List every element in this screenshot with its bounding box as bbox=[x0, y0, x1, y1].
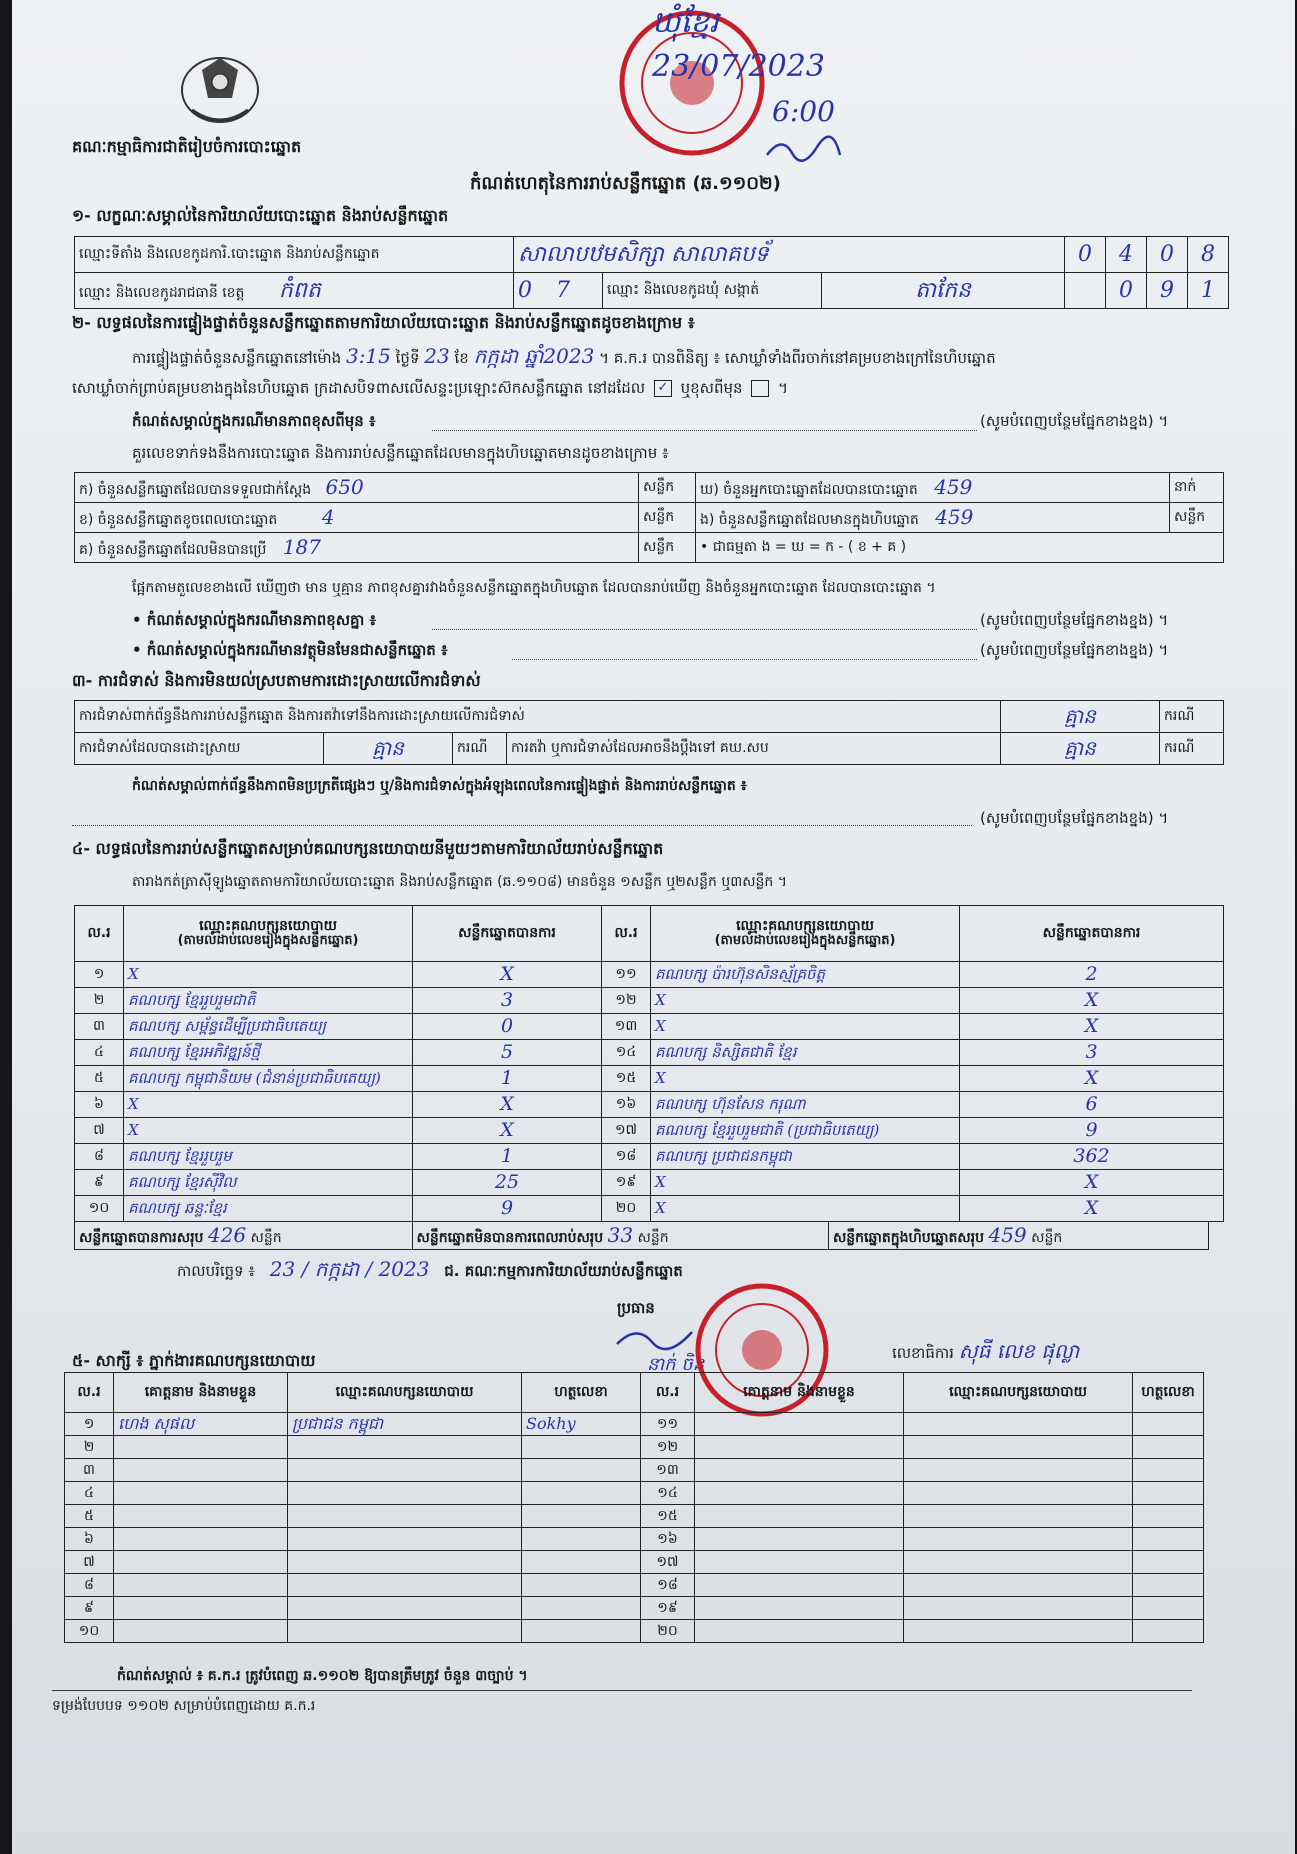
valid-votes: 5 bbox=[413, 1040, 602, 1066]
witness-party bbox=[288, 1459, 522, 1482]
objections-table: ការជំទាស់ពាក់ព័ន្ធនឹងការរាប់សន្លឹកឆ្នោត និងការតវ៉ាទៅនឹងការដោះស្រាយលើការជំទាស់ គ្មាន ករណី ការជំទាស់ដែលបានដោះស្រាយ គ្មាន ករណី ការតវ៉ា ឬការជំទាស់ដែលអាចនឹងប្តឹងទៅ គឃ.សប គ្មាន ករណី bbox=[74, 700, 1224, 765]
row-number: ១ bbox=[65, 1413, 114, 1436]
witness-name bbox=[695, 1436, 904, 1459]
party-name: X bbox=[651, 1014, 960, 1040]
party-name: គណបក្ស ហ៊ុនសែន ករុណា bbox=[651, 1092, 960, 1118]
compare-line: ផ្អែកតាមតួលេខខាងលើ ឃើញថា មាន ឬគ្មាន ភាពខុសគ្នារវាងចំនួនសន្លឹកឆ្នោតក្នុងហិបឆ្នោត ដែលបានរាប់ឃើញ និងចំនួនអ្នកបោះឆ្នោត ដែលបានបោះឆ្នោត ។ bbox=[132, 580, 936, 596]
result-row bbox=[75, 1144, 1224, 1170]
location-code-1: 0 bbox=[1065, 237, 1106, 273]
row-number: ១៥ bbox=[641, 1505, 695, 1528]
form-title: កំណត់ហេតុនៃការរាប់សន្លឹកឆ្នោត (ឆ.១១០២) bbox=[470, 173, 781, 194]
witness-row bbox=[65, 1505, 1204, 1528]
commune-code-1: 0 bbox=[1106, 273, 1147, 309]
result-row bbox=[75, 1040, 1224, 1066]
party-name: X bbox=[124, 962, 413, 988]
row-number: ៥ bbox=[65, 1505, 114, 1528]
count-ngo: ង) ចំនួនសន្លឹកឆ្នោតដែលមានក្នុងហិបឆ្នោត 459 bbox=[696, 503, 1170, 533]
fill-more-1: (សូមបំពេញបន្ថែមផ្នែកខាងខ្នង) ។ bbox=[980, 412, 1169, 430]
witness-party bbox=[904, 1413, 1133, 1436]
stamp-time: 6:00 bbox=[772, 95, 835, 128]
witness-name bbox=[114, 1574, 288, 1597]
appeal-label: ការតវ៉ា ឬការជំទាស់ដែលអាចនឹងប្តឹងទៅ គឃ.សប bbox=[507, 733, 1001, 765]
section-5-heading: ៥- សាក្សី ៖ ភ្នាក់ងារគណបក្សនយោបាយ bbox=[72, 1351, 316, 1370]
objection-row-1-value: គ្មាន bbox=[1001, 701, 1160, 733]
location-value: សាលាបឋមសិក្សា សាលាគបទ័ bbox=[514, 237, 1065, 273]
resolved-value: គ្មាន bbox=[324, 733, 453, 765]
row-number: ១៦ bbox=[602, 1092, 651, 1118]
witness-row bbox=[65, 1413, 1204, 1436]
objection-row-1: ការជំទាស់ពាក់ព័ន្ធនឹងការរាប់សន្លឹកឆ្នោត និងការតវ៉ាទៅនឹងការដោះស្រាយលើការជំទាស់ bbox=[75, 701, 1001, 733]
location-label: ឈ្មោះទីតាំង និងលេខកូដការិ.បោះឆ្នោត និងរាប់សន្លឹកឆ្នោត bbox=[75, 237, 514, 273]
party-name: គណបក្ស សម្ព័ន្ធដើម្បីប្រជាធិបតេយ្យ bbox=[124, 1014, 413, 1040]
different-checkbox[interactable] bbox=[751, 380, 769, 397]
row-number: ១៦ bbox=[641, 1528, 695, 1551]
witness-row bbox=[65, 1597, 1204, 1620]
witness-party bbox=[288, 1436, 522, 1459]
witness-party bbox=[288, 1551, 522, 1574]
witness-signature bbox=[522, 1482, 641, 1505]
valid-votes: 0 bbox=[413, 1014, 602, 1040]
witness-name bbox=[114, 1620, 288, 1643]
row-number: ១៧ bbox=[602, 1118, 651, 1144]
party-name: គណបក្ស ខ្មែរអភិវឌ្ឍន៍ថ្មី bbox=[124, 1040, 413, 1066]
witness-row bbox=[65, 1436, 1204, 1459]
party-name: គណបក្ស ឆន្ទៈខ្មែរ bbox=[124, 1196, 413, 1222]
party-name: គណបក្ស ខ្មែរស៊ីវិល bbox=[124, 1170, 413, 1196]
chair-label: ប្រធាន bbox=[617, 1299, 655, 1317]
row-number: ១៩ bbox=[641, 1597, 695, 1620]
witness-signature bbox=[522, 1551, 641, 1574]
row-number: ៣ bbox=[75, 1014, 124, 1040]
section-4-heading: ៤- លទ្ធផលនៃការរាប់សន្លឹកឆ្នោតសម្រាប់គណបក្សនយោបាយនីមួយៗតាមការិយាល័យរាប់សន្លឹកឆ្នោត bbox=[72, 839, 664, 858]
witness-name bbox=[114, 1459, 288, 1482]
result-row bbox=[75, 1196, 1224, 1222]
valid-votes: 2 bbox=[960, 962, 1224, 988]
row-number: ៦ bbox=[75, 1092, 124, 1118]
col-party: ឈ្មោះគណបក្សនយោបាយ (តាមលំដាប់លេខរៀងក្នុងសន្លឹកឆ្នោត) bbox=[124, 906, 413, 962]
witness-signature bbox=[522, 1459, 641, 1482]
row-number: ១២ bbox=[641, 1436, 695, 1459]
valid-votes: 6 bbox=[960, 1092, 1224, 1118]
witness-party bbox=[288, 1620, 522, 1643]
party-name: គណបក្ស ខ្មែររួបរួម bbox=[124, 1144, 413, 1170]
org-name: គណៈកម្មាធិការជាតិរៀបចំការបោះឆ្នោត bbox=[72, 137, 302, 156]
formula: • ជាធម្មតា ង = ឃ = ក - ( ខ + គ ) bbox=[696, 533, 1224, 563]
row-number: ២០ bbox=[641, 1620, 695, 1643]
witness-signature bbox=[522, 1505, 641, 1528]
witness-name bbox=[114, 1528, 288, 1551]
row-number: ១១ bbox=[641, 1413, 695, 1436]
witness-table: ល.រ គោត្តនាម និងនាមខ្លួន ឈ្មោះគណបក្សនយោបាយ ហត្ថលេខា ល.រ គោត្តនាម និងនាមខ្លួន ឈ្មោះគណបក្សនយោបាយ ហត្ថលេខា ១ ហេង សុផល ប្រជាជន កម្ពុជា Sokhy ១១ ២ ១២ ៣ ១៣ ៤ ១៤ ៥ ១៥ ៦ ១៦ ៧ ១៧ ៨ ១៨ ៩ ១៩ ១០ ២០ bbox=[64, 1372, 1204, 1643]
witness-party: ប្រជាជន កម្ពុជា bbox=[288, 1413, 522, 1436]
witness-signature bbox=[1133, 1459, 1204, 1482]
witness-row bbox=[65, 1574, 1204, 1597]
party-name: គណបក្ស កម្ពុជានិយម (ជំនាន់ប្រជាធិបតេយ្យ) bbox=[124, 1066, 413, 1092]
valid-votes: X bbox=[413, 1092, 602, 1118]
party-name: X bbox=[651, 1066, 960, 1092]
witness-row bbox=[65, 1459, 1204, 1482]
witness-signature bbox=[1133, 1505, 1204, 1528]
footer: ទម្រង់បែបបទ ១១០២ សម្រាប់បំពេញដោយ គ.ក.រ bbox=[52, 1698, 316, 1714]
verify-month-year: កក្កដា ឆ្នាំ2023 bbox=[473, 344, 595, 368]
party-name: គណបក្ស ប្រជាជនកម្ពុជា bbox=[651, 1144, 960, 1170]
party-name: X bbox=[124, 1118, 413, 1144]
row-number: ១៣ bbox=[602, 1014, 651, 1040]
witness-note: កំណត់សម្គាល់ ៖ គ.ក.រ ត្រូវបំពេញ ឆ.១១០២ ឱ្យបានត្រឹមត្រូវ ចំនួន ៣ច្បាប់ ។ bbox=[117, 1668, 528, 1684]
party-name: គណបក្ស ខ្មែររួបរួមជាតិ bbox=[124, 988, 413, 1014]
witness-party bbox=[904, 1459, 1133, 1482]
row-number: ៧ bbox=[65, 1551, 114, 1574]
valid-votes: X bbox=[413, 962, 602, 988]
row-number: ២០ bbox=[602, 1196, 651, 1222]
col-no: ល.រ bbox=[75, 906, 124, 962]
witness-party bbox=[288, 1597, 522, 1620]
same-checkbox[interactable]: ✓ bbox=[654, 380, 672, 397]
witness-party bbox=[288, 1574, 522, 1597]
result-row bbox=[75, 1014, 1224, 1040]
row-number: ៨ bbox=[65, 1574, 114, 1597]
note-difference: • កំណត់សម្គាល់ក្នុងករណីមានភាពខុសគ្នា ៖ bbox=[132, 611, 377, 629]
location-code-2: 4 bbox=[1106, 237, 1147, 273]
row-number: ១៨ bbox=[602, 1144, 651, 1170]
verify-line-1: ការផ្ទៀងផ្ទាត់ចំនួនសន្លឹកឆ្នោតនៅម៉ោង 3:15 ថ្ងៃទី 23 ខែ កក្កដា ឆ្នាំ2023 ។ គ.ក.រ បានពិនិត្យ ៖ សោឃ្លាំទាំងពីរចាក់នៅគម្របខាងក្រៅនៃហិបឆ្នោត bbox=[132, 344, 996, 368]
count-kha: ខ) ចំនួនសន្លឹកឆ្នោតខូចពេលបោះឆ្នោត 4 bbox=[75, 503, 639, 533]
row-number: ១៧ bbox=[641, 1551, 695, 1574]
witness-party bbox=[904, 1597, 1133, 1620]
section-1-heading: ១- លក្ខណៈសម្គាល់នៃការិយាល័យបោះឆ្នោត និងរាប់សន្លឹកឆ្នោត bbox=[72, 206, 449, 225]
witness-signature bbox=[1133, 1413, 1204, 1436]
witness-signature bbox=[522, 1574, 641, 1597]
count-kho: ឃ) ចំនួនអ្នកបោះឆ្នោតដែលបានបោះឆ្នោត 459 bbox=[696, 473, 1170, 503]
commune-value: តាកែន bbox=[822, 273, 1065, 309]
row-number: ៨ bbox=[75, 1144, 124, 1170]
row-number: ៤ bbox=[75, 1040, 124, 1066]
witness-name bbox=[695, 1574, 904, 1597]
witness-party bbox=[904, 1574, 1133, 1597]
valid-votes: X bbox=[413, 1118, 602, 1144]
row-number: ៣ bbox=[65, 1459, 114, 1482]
valid-votes: 25 bbox=[413, 1170, 602, 1196]
result-row bbox=[75, 1066, 1224, 1092]
row-number: ១៥ bbox=[602, 1066, 651, 1092]
province-label: ឈ្មោះ និងលេខកូដរាជធានី ខេត្ត កំពត bbox=[75, 273, 514, 309]
row-number: ១៣ bbox=[641, 1459, 695, 1482]
witness-signature bbox=[1133, 1551, 1204, 1574]
valid-votes: X bbox=[960, 1196, 1224, 1222]
total-invalid: សន្លឹកឆ្នោតមិនបានការពេលរាប់សរុប 33 សន្លឹក bbox=[412, 1222, 828, 1250]
stamp-place: ឃុំខ្មែរ bbox=[652, 5, 719, 40]
witness-party bbox=[288, 1528, 522, 1551]
result-row bbox=[75, 1118, 1224, 1144]
verify-day: 23 bbox=[424, 344, 450, 368]
valid-votes: 9 bbox=[960, 1118, 1224, 1144]
witness-name bbox=[114, 1436, 288, 1459]
witness-signature: Sokhy bbox=[522, 1413, 641, 1436]
row-number: ១៤ bbox=[602, 1040, 651, 1066]
valid-votes: X bbox=[960, 988, 1224, 1014]
commune-code-3: 1 bbox=[1188, 273, 1229, 309]
witness-name bbox=[695, 1482, 904, 1505]
witness-row bbox=[65, 1551, 1204, 1574]
location-code-3: 0 bbox=[1147, 237, 1188, 273]
witness-name bbox=[695, 1459, 904, 1482]
secretary-name: សុធី លេខ ផុល្លា bbox=[958, 1339, 1080, 1363]
row-number: ៩ bbox=[75, 1170, 124, 1196]
witness-name bbox=[695, 1505, 904, 1528]
verify-line-2: សោឃ្លាំចាក់ព្រាប់គម្របខាងក្នុងនៃហិបឆ្នោត ក្រដាសបិទពាសលើសន្ទះប្រឡោះស៊កសន្លឹកឆ្នោត នៅដដែល ✓ ឬខុសពីមុន ។ bbox=[72, 379, 788, 397]
witness-party bbox=[904, 1436, 1133, 1459]
row-number: ៦ bbox=[65, 1528, 114, 1551]
totals-table bbox=[74, 1221, 1209, 1250]
valid-votes: 3 bbox=[413, 988, 602, 1014]
difference-note-label: កំណត់សម្គាល់ក្នុងករណីមានភាពខុសពីមុន ៖ bbox=[132, 412, 376, 430]
witness-party bbox=[288, 1482, 522, 1505]
province-value: កំពត bbox=[278, 277, 321, 303]
party-name: X bbox=[124, 1092, 413, 1118]
appeal-value: គ្មាន bbox=[1001, 733, 1160, 765]
row-number: ១៩ bbox=[602, 1170, 651, 1196]
valid-votes: X bbox=[960, 1066, 1224, 1092]
witness-signature bbox=[1133, 1574, 1204, 1597]
row-number: ១០ bbox=[75, 1196, 124, 1222]
party-name: X bbox=[651, 1196, 960, 1222]
verify-time: 3:15 bbox=[345, 344, 391, 368]
witness-name bbox=[114, 1597, 288, 1620]
results-table: ល.រ ឈ្មោះគណបក្សនយោបាយ (តាមលំដាប់លេខរៀងក្នុងសន្លឹកឆ្នោត) សន្លឹកឆ្នោតបានការ ល.រ ឈ្មោះគណបក្សនយោបាយ (តាមលំដាប់លេខរៀងក្នុងសន្លឹកឆ្នោត) សន្លឹកឆ្នោតបានការ ១ X X ១១ គណបក្ស ប៉ារហ៊ុនសិនស្ម័គ្រចិត្ត 2 ២ គណបក្ស ខ្មែររួបរួមជាតិ 3 ១២ X X ៣ គណបក្ស សម្ព័ន្ធដើម្បីប្រជាធិបតេយ្យ 0 ១៣ X X ៤ គណបក្ស ខ្មែរអភិវឌ្ឍន៍ថ្មី 5 ១៤ គណបក្ស និស្សិតជាតិ ខ្មែរ 3 ៥ គណបក្ស កម្ពុជានិយម (ជំនាន់ប្រជាធិបតេយ្យ) 1 ១៥ X X ៦ X X ១៦ គណបក្ស ហ៊ុនសែន ករុណា 6 ៧ X X ១៧ គណបក្ស ខ្មែររួបរួមជាតិ (ប្រជាធិបតេយ្យ) 9 ៨ គណបក្ស ខ្មែររួបរួម 1 ១៨ គណបក្ស ប្រជាជនកម្ពុជា 362 ៩ គណបក្ស ខ្មែរស៊ីវិល 25 ១៩ X X ១០ គណបក្ស ឆន្ទៈខ្មែរ 9 ២០ X X bbox=[74, 905, 1224, 1222]
witness-name bbox=[695, 1528, 904, 1551]
witness-signature bbox=[522, 1528, 641, 1551]
total-valid: សន្លឹកឆ្នោតបានការសរុប 426 សន្លឹក bbox=[75, 1222, 413, 1250]
witness-name bbox=[114, 1482, 288, 1505]
witness-party bbox=[904, 1482, 1133, 1505]
witness-signature bbox=[1133, 1620, 1204, 1643]
province-code: 0 7 bbox=[514, 273, 603, 309]
valid-votes: 362 bbox=[960, 1144, 1224, 1170]
row-number: ១ bbox=[75, 962, 124, 988]
witness-row bbox=[65, 1482, 1204, 1505]
resolved-label: ការជំទាស់ដែលបានដោះស្រាយ bbox=[75, 733, 324, 765]
valid-votes: 3 bbox=[960, 1040, 1224, 1066]
witness-signature bbox=[522, 1597, 641, 1620]
row-number: ៩ bbox=[65, 1597, 114, 1620]
result-row bbox=[75, 1170, 1224, 1196]
total-in-box: សន្លឹកឆ្នោតក្នុងហិបឆ្នោតសរុប 459 សន្លឹក bbox=[828, 1222, 1208, 1250]
row-number: ២ bbox=[65, 1436, 114, 1459]
valid-votes: X bbox=[960, 1014, 1224, 1040]
secretary: លេខាធិការ សុធី លេខ ផុល្លា bbox=[892, 1339, 1080, 1363]
row-number: ៧ bbox=[75, 1118, 124, 1144]
witness-party bbox=[904, 1551, 1133, 1574]
stamp-signature bbox=[762, 135, 842, 165]
emblem-icon bbox=[172, 50, 268, 132]
witness-signature bbox=[1133, 1436, 1204, 1459]
witness-signature bbox=[1133, 1528, 1204, 1551]
party-name: គណបក្ស ប៉ារហ៊ុនសិនស្ម័គ្រចិត្ត bbox=[651, 962, 960, 988]
form-sheet: គណៈកម្មាធិការជាតិរៀបចំការបោះឆ្នោត ឃុំខ្មែរ 23/07/2023 6:00 កំណត់ហេតុនៃការរាប់សន្លឹកឆ្នោត (ឆ.១១០២) ១- លក្ខណៈសម្គាល់នៃការិយាល័យបោះឆ្នោត និងរាប់សន្លឹកឆ្នោត ឈ្មោះទីតាំង និងលេខកូដការិ.បោះឆ្នោត និងរាប់សន្លឹកឆ្នោត សាលាបឋមសិក្សា សាលាគបទ័ 0 4 0 8 ឈ្មោះ និងលេខកូដរាជធានី ខេត្ត កំពត 0 7 ឈ្មោះ និងលេខកូដឃុំ សង្កាត់ តាកែន 0 9 1 ២- លទ្ធផលនៃការផ្ទៀងផ្ទាត់ចំនួនសន្លឹកឆ្នោតតាមការិយាល័យបោះឆ្នោត និងរាប់សន្លឹកឆ្នោតដូចខាងក្រោម ៖ ការផ្ទៀងផ្ទាត់ចំនួនសន្លឹកឆ្នោតនៅម៉ោង 3:15 ថ្ងៃទី 23 ខែ កក្កដា ឆ្នាំ2023 ។ គ.ក.រ បានពិនិត្យ ៖ សោឃ្លាំទាំងពីរចាក់នៅគម្របខាងក្រៅនៃហិបឆ្នោត សោឃ្លាំចាក់ព្រាប់គម្របខាងក្នុងនៃហិបឆ្នោត ក្រដាសបិទពាសលើសន្ទះប្រឡោះស៊កសន្លឹកឆ្នោត នៅដដែល ✓ ឬខុសពីមុន ។ កំណត់សម្គាល់ក្នុងករណីមានភាពខុសពីមុន ៖ (សូមបំពេញបន្ថែមផ្នែកខាងខ្នង) ។ គួរលេខទាក់ទងនឹងការបោះឆ្នោត និងការរាប់សន្លឹកឆ្នោតដែលមានក្នុងហិបឆ្នោតមានដូចខាងក្រោម ៖ ក) ចំនួនសន្លឹកឆ្នោតដែលបានទទួលជាក់ស្តែង 650 សន្លឹក ឃ) ចំនួនអ្នកបោះឆ្នោតដែលបានបោះឆ្នោត 459 នាក់ ខ) ចំនួនសន្លឹកឆ្នោតខូចពេលបោះឆ្នោត 4 សន្លឹក ង) ចំនួនសន្លឹកឆ្នោតដែលមានក្នុងហិបឆ្នោត 459 សន្លឹក គ) ចំនួនសន្លឹកឆ្នោតដែលមិនបានប្រើ 187 សន្លឹក • ជាធម្មតា ង = ឃ = ក - ( ខ + គ ) ផ្អែកតាមតួលេខខាងលើ ឃើញថា មាន ឬគ្មាន ភាពខុសគ្នារវាងចំនួនសន្លឹកឆ្នោតក្នុងហិបឆ្នោត ដែលបានរាប់ឃើញ និងចំនួនអ្នកបោះឆ្នោត ដែលបានបោះឆ្នោត ។ • កំណត់សម្គាល់ក្នុងករណីមានភាពខុសគ្នា ៖ (សូមបំពេញបន្ថែមផ្នែកខាងខ្នង) ។ • កំណត់សម្គាល់ក្នុងករណីមានវត្ថុមិនមែនជាសន្លឹកឆ្នោត ៖ (សូមបំពេញបន្ថែមផ្នែកខាងខ្នង) ។ ៣- ការជំទាស់ និងការមិនយល់ស្របតាមការដោះស្រាយលើការជំទាស់ ការជំទាស់ពាក់ព័ន្ធនឹងការរាប់សន្លឹកឆ្នោត និងការតវ៉ាទៅនឹងការដោះស្រាយលើការជំទាស់ គ្មាន ករណី ការជំទាស់ដែលបានដោះស្រាយ គ្មាន ករណី ការតវ៉ា ឬការជំទាស់ដែលអាចនឹងប្តឹងទៅ គឃ.សប គ្មាន ករណី កំណត់សម្គាល់ពាក់ព័ន្ធនឹងភាពមិនប្រក្រតីផ្សេងៗ ឬ/និងការជំទាស់ក្នុងអំឡុងពេលនៃការផ្ទៀងផ្ទាត់ និងការរាប់សន្លឹកឆ្នោត ៖ (សូមបំពេញបន្ថែមផ្នែកខាងខ្នង) ។ ៤- លទ្ធផលនៃការរាប់សន្លឹកឆ្នោតសម្រាប់គណបក្សនយោបាយនីមួយៗតាមការិយាល័យរាប់សន្លឹកឆ្នោត តារាងកត់ត្រាស៊ីឡូងឆ្នោតតាមការិយាល័យបោះឆ្នោត និងរាប់សន្លឹកឆ្នោត (ឆ.១១០៨) មានចំនួន ១សន្លឹក ឬ២សន្លឹក ឬ៣សន្លឹក ។ ល.រ ឈ្មោះគណបក្សនយោបាយ (តាមលំដាប់លេខរៀងក្នុងសន្លឹកឆ្នោត) សន្លឹកឆ្នោតបានការ ល.រ ឈ្មោះគណបក្សនយោបាយ (តាមលំដាប់លេខរៀងក្នុងសន្លឹកឆ្នោត) សន្លឹកឆ្នោតបានការ ១ X X ១១ គណបក្ស ប៉ារហ៊ុនសិនស្ម័គ្រចិត្ត 2 ២ គណបក្ស ខ្មែររួបរួមជាតិ 3 ១២ X X ៣ គណបក្ស សម្ព័ន្ធដើម្បីប្រជាធិបតេយ្យ 0 ១៣ X X ៤ គណបក្ស ខ្មែរអភិវឌ្ឍន៍ថ្មី 5 ១៤ គណបក្ស និស្សិតជាតិ ខ្មែរ 3 ៥ គណបក្ស កម្ពុជានិយម (ជំនាន់ប្រជាធិបតេយ្យ) 1 ១៥ X X ៦ X X ១៦ គណបក្ស ហ៊ុនសែន ករុណា 6 ៧ X X ១៧ គណបក្ស ខ្មែររួបរួមជាតិ (ប្រជាធិបតេយ្យ) 9 ៨ គណបក្ស ខ្មែររួបរួម 1 ១៨ គណបក្ស ប្រជាជនកម្ពុជា 362 ៩ គណបក្ស ខ្មែរស៊ីវិល 25 ១៩ X X ១០ គណបក្ស ឆន្ទៈខ្មែរ 9 ២០ X X សន្លឹកឆ្នោតបានការសរុប 426 សន្លឹក សន្លឹកឆ្នោតមិនបានការពេលរាប់សរុប 33 សន្លឹក សន្លឹកឆ្នោតក្នុងហិបឆ្នោតសរុប 459 សន្លឹក កាលបរិច្ឆេទ ៖ 23 / កក្កដា / 2023 ជ. គណៈកម្មការការិយាល័យរាប់សន្លឹកឆ្នោត ប្រធាន នាក់ ចិន លេខាធិការ សុធី លេខ ផុល្លា ៥- សាក្សី ៖ ភ្នាក់ងារគណបក្សនយោបាយ ល.រ គោត្តនាម និងនាមខ្លួន ឈ្មោះគណបក្សនយោបាយ ហត្ថលេខា ល.រ គោត្តនាម និងនាមខ្លួន ឈ្មោះគណបក្សនយោបាយ ហត្ថលេខា ១ ហេង សុផល ប្រជាជន កម្ពុជា Sokhy ១១ ២ ១២ ៣ ១៣ ៤ ១៤ ៥ ១៥ ៦ ១៦ ៧ ១៧ ៨ ១៨ ៩ ១៩ ១០ ២០ កំណត់សម្គាល់ ៖ គ.ក.រ ត្រូវបំពេញ ឆ.១១០២ ឱ្យបានត្រឹមត្រូវ ចំនួន ៣ច្បាប់ ។ ទម្រង់បែបបទ ១១០២ សម្រាប់បំពេញដោយ គ.ក.រ bbox=[12, 0, 1295, 1854]
section-1-table bbox=[74, 236, 1229, 309]
result-row bbox=[75, 1092, 1224, 1118]
witness-party bbox=[288, 1505, 522, 1528]
witness-party bbox=[904, 1528, 1133, 1551]
result-row bbox=[75, 962, 1224, 988]
party-name: គណបក្ស និស្សិតជាតិ ខ្មែរ bbox=[651, 1040, 960, 1066]
witness-name bbox=[695, 1597, 904, 1620]
witness-signature bbox=[1133, 1482, 1204, 1505]
witness-signature bbox=[522, 1436, 641, 1459]
valid-votes: X bbox=[960, 1170, 1224, 1196]
row-number: ១៨ bbox=[641, 1574, 695, 1597]
witness-party bbox=[904, 1505, 1133, 1528]
row-number: ១០ bbox=[65, 1620, 114, 1643]
party-name: X bbox=[651, 1170, 960, 1196]
witness-row bbox=[65, 1620, 1204, 1643]
witness-name bbox=[695, 1620, 904, 1643]
row-number: ២ bbox=[75, 988, 124, 1014]
witness-name bbox=[695, 1413, 904, 1436]
row-number: ៥ bbox=[75, 1066, 124, 1092]
witness-name: ហេង សុផល bbox=[114, 1413, 288, 1436]
witness-signature bbox=[1133, 1597, 1204, 1620]
witness-party bbox=[904, 1620, 1133, 1643]
witness-name bbox=[114, 1551, 288, 1574]
stamp-date: 23/07/2023 bbox=[652, 49, 825, 84]
irregularity-note: កំណត់សម្គាល់ពាក់ព័ន្ធនឹងភាពមិនប្រក្រតីផ្សេងៗ ឬ/និងការជំទាស់ក្នុងអំឡុងពេលនៃការផ្ទៀងផ្ទាត់ និងការរាប់សន្លឹកឆ្នោត ៖ bbox=[132, 778, 747, 794]
commune-label: ឈ្មោះ និងលេខកូដឃុំ សង្កាត់ bbox=[603, 273, 822, 309]
completion-date: កាលបរិច្ឆេទ ៖ 23 / កក្កដា / 2023 ជ. គណៈកម្មការការិយាល័យរាប់សន្លឹកឆ្នោត bbox=[177, 1257, 683, 1281]
row-number: ៤ bbox=[65, 1482, 114, 1505]
party-name: គណបក្ស ខ្មែររួបរួមជាតិ (ប្រជាធិបតេយ្យ) bbox=[651, 1118, 960, 1144]
chair-name: នាក់ ចិន bbox=[647, 1354, 705, 1375]
tally-intro: តារាងកត់ត្រាស៊ីឡូងឆ្នោតតាមការិយាល័យបោះឆ្នោត និងរាប់សន្លឹកឆ្នោត (ឆ.១១០៨) មានចំនួន ១សន្លឹក ឬ២សន្លឹក ឬ៣សន្លឹក ។ bbox=[132, 874, 787, 890]
party-name: X bbox=[651, 988, 960, 1014]
chair-signature bbox=[612, 1322, 702, 1352]
witness-row bbox=[65, 1528, 1204, 1551]
row-number: ១២ bbox=[602, 988, 651, 1014]
section-2-heading: ២- លទ្ធផលនៃការផ្ទៀងផ្ទាត់ចំនួនសន្លឹកឆ្នោតតាមការិយាល័យបោះឆ្នោត និងរាប់សន្លឹកឆ្នោតដូចខាងក្រោម ៖ bbox=[72, 313, 695, 332]
row-number: ១១ bbox=[602, 962, 651, 988]
row-number: ១៤ bbox=[641, 1482, 695, 1505]
witness-signature bbox=[522, 1620, 641, 1643]
note-non-ballot: • កំណត់សម្គាល់ក្នុងករណីមានវត្ថុមិនមែនជាសន្លឹកឆ្នោត ៖ bbox=[132, 641, 448, 659]
count-ka: ក) ចំនួនសន្លឹកឆ្នោតដែលបានទទួលជាក់ស្តែង 650 bbox=[75, 473, 639, 503]
commune-code-2: 9 bbox=[1147, 273, 1188, 309]
counts-table: ក) ចំនួនសន្លឹកឆ្នោតដែលបានទទួលជាក់ស្តែង 650 សន្លឹក ឃ) ចំនួនអ្នកបោះឆ្នោតដែលបានបោះឆ្នោត 459 នាក់ ខ) ចំនួនសន្លឹកឆ្នោតខូចពេលបោះឆ្នោត 4 សន្លឹក ង) ចំនួនសន្លឹកឆ្នោតដែលមានក្នុងហិបឆ្នោត 459 សន្លឹក គ) ចំនួនសន្លឹកឆ្នោតដែលមិនបានប្រើ 187 សន្លឹក • ជាធម្មតា ង = ឃ = ក - ( ខ + គ ) bbox=[74, 472, 1224, 563]
result-row bbox=[75, 988, 1224, 1014]
count-ko: គ) ចំនួនសន្លឹកឆ្នោតដែលមិនបានប្រើ 187 bbox=[75, 533, 639, 563]
col-votes: សន្លឹកឆ្នោតបានការ bbox=[413, 906, 602, 962]
witness-name bbox=[695, 1551, 904, 1574]
location-code-4: 8 bbox=[1188, 237, 1229, 273]
valid-votes: 9 bbox=[413, 1196, 602, 1222]
valid-votes: 1 bbox=[413, 1066, 602, 1092]
section-3-heading: ៣- ការជំទាស់ និងការមិនយល់ស្របតាមការដោះស្រាយលើការជំទាស់ bbox=[72, 671, 481, 690]
witness-name bbox=[114, 1505, 288, 1528]
results-intro: គួរលេខទាក់ទងនឹងការបោះឆ្នោត និងការរាប់សន្លឹកឆ្នោតដែលមានក្នុងហិបឆ្នោតមានដូចខាងក្រោម ៖ bbox=[132, 444, 669, 462]
valid-votes: 1 bbox=[413, 1144, 602, 1170]
